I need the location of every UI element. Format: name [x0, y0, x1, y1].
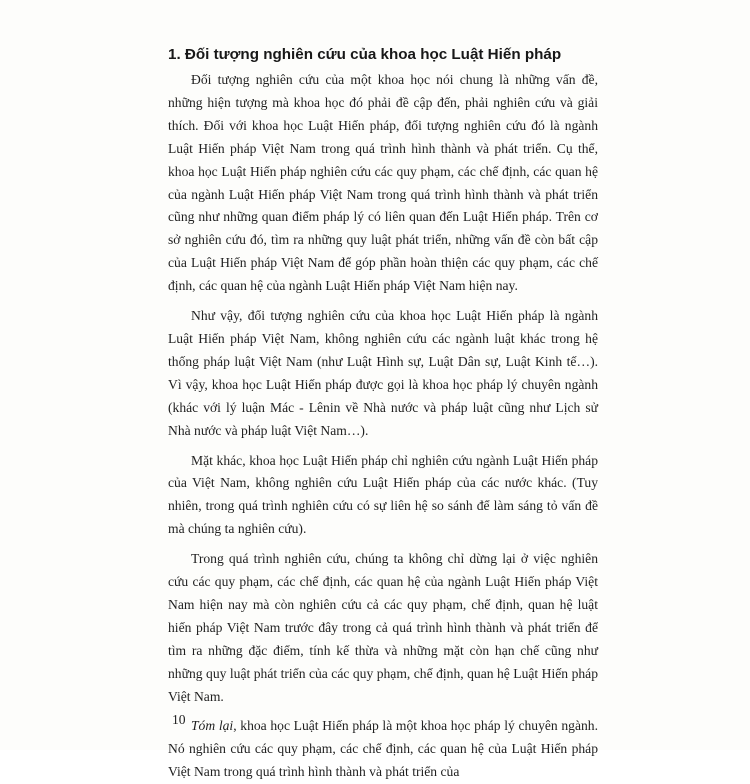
paragraph: Như vậy, đối tượng nghiên cứu của khoa học Luật Hiến pháp là ngành Luật Hiến pháp Việt Nam, không nghiên cứu các ngành luật khác trong hệ thống pháp luật Việt Nam (như Luật Hình sự, Luật Dân sự, Luật Kinh tế…). Vì vậy, khoa học Luật Hiến pháp được gọi là khoa học pháp lý chuyên ngành (khác với lý luận Mác - Lênin về Nhà nước và pháp luật cũng như Lịch sử Nhà nước và pháp luật Việt Nam…).: [168, 308, 598, 438]
paragraph: Trong quá trình nghiên cứu, chúng ta không chỉ dừng lại ở việc nghiên cứu các quy phạm, các chế định, các quan hệ của ngành Luật Hiến pháp Việt Nam hiện nay mà còn nghiên cứu cả các quy phạm, chế định, quan hệ luật hiến pháp Việt Nam trước đây trong cả quá trình hình thành và phát triển để tìm ra những đặc điểm, tính kế thừa và những mặt còn hạn chế cũng như những quy luật phát triển của các quy phạm, chế định, quan hệ Luật Hiến pháp Việt Nam.: [168, 551, 598, 704]
paragraph: Đối tượng nghiên cứu của một khoa học nói chung là những vấn đề, những hiện tượng mà khoa học đó phải đề cập đến, phải nghiên cứu và giải thích. Đối với khoa học Luật Hiến pháp, đối tượng nghiên cứu đó là ngành Luật Hiến pháp Việt Nam trong quá trình hình thành và phát triển. Cụ thể, khoa học Luật Hiến pháp nghiên cứu các quy phạm, các chế định, các quan hệ của ngành Luật Hiến pháp Việt Nam trong quá trình hình thành và phát triển cũng như những quan điểm pháp lý có liên quan đến Luật Hiến pháp. Trên cơ sở nghiên cứu đó, tìm ra những quy luật phát triển, những vấn đề còn bất cập của Luật Hiến pháp Việt Nam để góp phần hoàn thiện các quy phạm, các chế định, các quan hệ của ngành Luật Hiến pháp Việt Nam hiện nay.: [168, 72, 598, 294]
page-number: 10: [172, 712, 186, 727]
summary-text: , khoa học Luật Hiến pháp là một khoa học pháp lý chuyên ngành. Nó nghiên cứu các quy phạm, các chế định, các quan hệ của Luật Hiến pháp Việt Nam trong quá trình hình thành và phát triển của: [168, 718, 598, 780]
paragraph: Mặt khác, khoa học Luật Hiến pháp chỉ nghiên cứu ngành Luật Hiến pháp của Việt Nam, không nghiên cứu Luật Hiến pháp của các nước khác. (Tuy nhiên, trong quá trình nghiên cứu có sự liên hệ so sánh để làm sáng tỏ vấn đề mà chúng ta nghiên cứu).: [168, 452, 598, 537]
page-content: [168, 44, 598, 784]
summary-emphasis: Tóm lại: [191, 718, 234, 734]
section-heading: 1. Đối tượng nghiên cứu của khoa học Luật Hiến pháp: [168, 46, 562, 63]
